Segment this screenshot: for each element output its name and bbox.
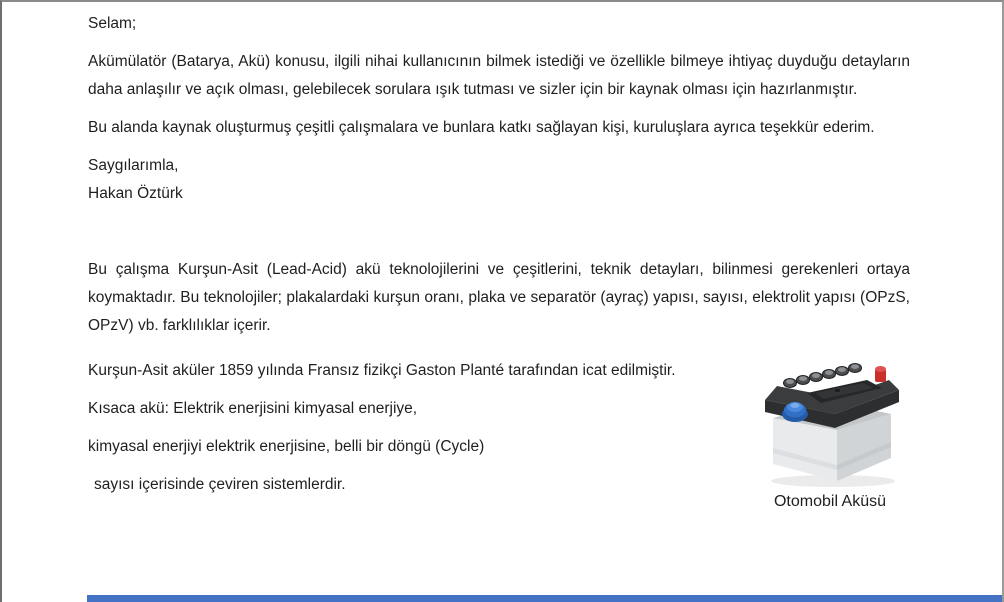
author-name: Hakan Öztürk <box>88 185 183 202</box>
definition-line-3: sayısı içerisinde çeviren sistemlerdir. <box>94 476 346 493</box>
bottom-section <box>88 357 910 512</box>
signature-block <box>88 152 910 208</box>
bottom-blue-bar <box>87 595 1002 602</box>
closing-text: Saygılarımla, <box>88 157 179 174</box>
intro-paragraph: Akümülatör (Batarya, Akü) konusu, ilgili nihai kullanıcının bilmek istediği ve özellikle bilmeye ihtiyaç duyduğu detayların daha anlaşılır ve açık olması, gelebilecek sorulara ışık tutması ve sizler için bir kaynak olması için hazırlanmıştır. <box>88 53 910 98</box>
definition-line-1: Kısaca akü: Elektrik enerjisini kimyasal enerjiye, <box>88 400 418 417</box>
invention-paragraph: Kurşun-Asit aküler 1859 yılında Fransız fizikçi Gaston Planté tarafından icat edilmiştir. <box>88 362 676 379</box>
bottom-text-column <box>88 357 706 509</box>
thanks-paragraph: Bu alanda kaynak oluşturmuş çeşitli çalışmalara ve bunlara katkı sağlayan kişi, kuruluşlara ayrıca teşekkür ederim. <box>88 119 875 136</box>
document-content <box>2 2 1002 512</box>
greeting-text: Selam; <box>88 15 137 32</box>
battery-figure <box>706 344 912 512</box>
car-battery-image <box>749 344 911 491</box>
figure-caption: Otomobil Aküsü <box>773 493 887 510</box>
definition-line-2: kimyasal enerjiyi elektrik enerjisine, belli bir döngü (Cycle) <box>88 438 485 455</box>
study-paragraph: Bu çalışma Kurşun-Asit (Lead-Acid) akü teknolojilerini ve çeşitlerini, teknik detayları, bilinmesi gerekenleri ortaya koymaktadır. Bu teknolojiler; plakalardaki kurşun oranı, plaka ve separatör (ayraç) yapısı, sayısı, elektrolit yapısı (OPzS, OPzV) vb. farklılıklar içerir. <box>88 261 910 334</box>
